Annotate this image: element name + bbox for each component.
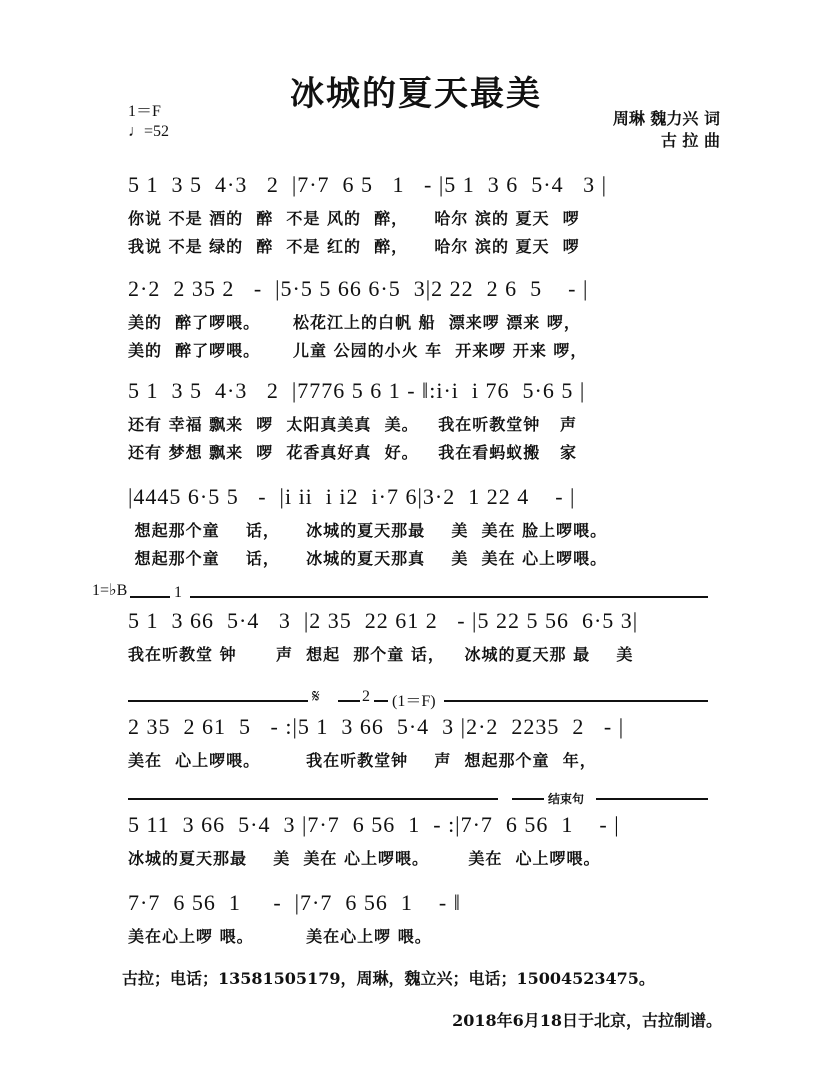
score-system-4 — [128, 484, 708, 574]
lyrics-verse-1: 想起那个童 话， 冰城的夏天那最 美 美在 脸上啰喂。 — [128, 521, 608, 540]
key-tempo — [128, 102, 169, 142]
lyrics-verse-1: 美的 醉了啰喂。 松花江上的白帆 船 漂来啰 漂来 啰， — [128, 313, 581, 332]
notation: 5 1 3 66 5·4 3 |2 35 22 61 2 - |5 22 5 56 6·5 3| — [128, 608, 639, 633]
lyrics-verse-2: 想起那个童 话， 冰城的夏天那真 美 美在 心上啰喂。 — [128, 549, 608, 568]
notation: 2 35 2 61 5 - :|5 1 3 66 5·4 3 |2·2 2235 2 - | — [128, 714, 625, 739]
score-system-8 — [128, 890, 708, 960]
score-system-5 — [128, 608, 708, 678]
lyrics: 美在心上啰 喂。 美在心上啰 喂。 — [128, 927, 432, 946]
key-change-bflat: 1=♭B — [92, 582, 128, 599]
composer: 古 拉 曲 — [660, 131, 720, 150]
signature-date: 2018年6月18日于北京，古拉制谱。 — [452, 1011, 722, 1030]
notation: 5 1 3 5 4·3 2 |7776 5 6 1 - ‖:i·i i 76 5·6 5 | — [128, 378, 586, 403]
notation: 2·2 2 35 2 - |5·5 5 66 6·5 3|2 22 2 6 5 - | — [128, 276, 589, 301]
score-system-1 — [128, 172, 708, 262]
notation: 5 11 3 66 5·4 3 |7·7 6 56 1 - :|7·7 6 56 1 - | — [128, 812, 620, 837]
contact-info: 古拉；电话；13581505179，周琳，魏立兴；电话；15004523475。 — [122, 969, 655, 988]
bracket-line — [128, 798, 498, 800]
credits — [613, 108, 720, 152]
lyrics: 冰城的夏天那最 美 美在 心上啰喂。 美在 心上啰喂。 — [128, 849, 601, 868]
ending-line-right — [596, 798, 708, 800]
lyrics: 美在 心上啰喂。 我在听教堂钟 声 想起那个童 年， — [128, 751, 597, 770]
ending-line-left — [512, 798, 544, 800]
lyricists: 周琳 魏力兴 词 — [612, 109, 720, 128]
score-system-7 — [128, 812, 708, 882]
volta-2-label: 2 — [362, 688, 370, 705]
lyrics-verse-2: 美的 醉了啰喂。 儿童 公园的小火 车 开来啰 开来 啰， — [128, 341, 588, 360]
tempo-marking: ♩=52 — [128, 123, 170, 140]
lyrics-verse-2: 还有 梦想 飘来 啰 花香真好真 好。 我在看蚂蚁搬 家 — [128, 443, 577, 462]
volta-1-label: 1 — [174, 584, 182, 601]
key-signature: 1＝F — [128, 103, 161, 120]
volta-1-line-extended — [190, 596, 708, 598]
score-system-3 — [128, 378, 708, 468]
lyrics: 我在听教堂 钟 声 想起 那个童 话， 冰城的夏天那 最 美 — [128, 645, 634, 664]
volta-1-continuation — [128, 700, 308, 702]
volta-1-line — [130, 596, 170, 598]
volta-2-line-extended — [444, 700, 708, 702]
lyrics-verse-1: 你说 不是 酒的 醉 不是 风的 醉， 哈尔 滨的 夏天 啰 — [128, 209, 580, 228]
song-title: 冰城的夏天最美 — [290, 74, 542, 114]
segno-icon: 𝄋 — [312, 686, 320, 706]
notation: 7·7 6 56 1 - |7·7 6 56 1 - ‖ — [128, 890, 461, 915]
score-system-2 — [128, 276, 708, 366]
notation: |4445 6·5 5 - |i ii i i2 i·7 6|3·2 1 22 4 - | — [128, 484, 576, 509]
lyrics-verse-1: 还有 幸福 飘来 啰 太阳真美真 美。 我在听教堂钟 声 — [128, 415, 577, 434]
score-system-6 — [128, 714, 708, 784]
volta-2-line — [338, 700, 360, 702]
key-change-f: (1＝F) — [392, 693, 436, 710]
lyrics-verse-2: 我说 不是 绿的 醉 不是 红的 醉， 哈尔 滨的 夏天 啰 — [128, 237, 580, 256]
ending-phrase-label: 结束句 — [548, 792, 585, 806]
volta-2-line-mid — [374, 700, 388, 702]
notation: 5 1 3 5 4·3 2 |7·7 6 5 1 - |5 1 3 6 5·4 3 | — [128, 172, 608, 197]
